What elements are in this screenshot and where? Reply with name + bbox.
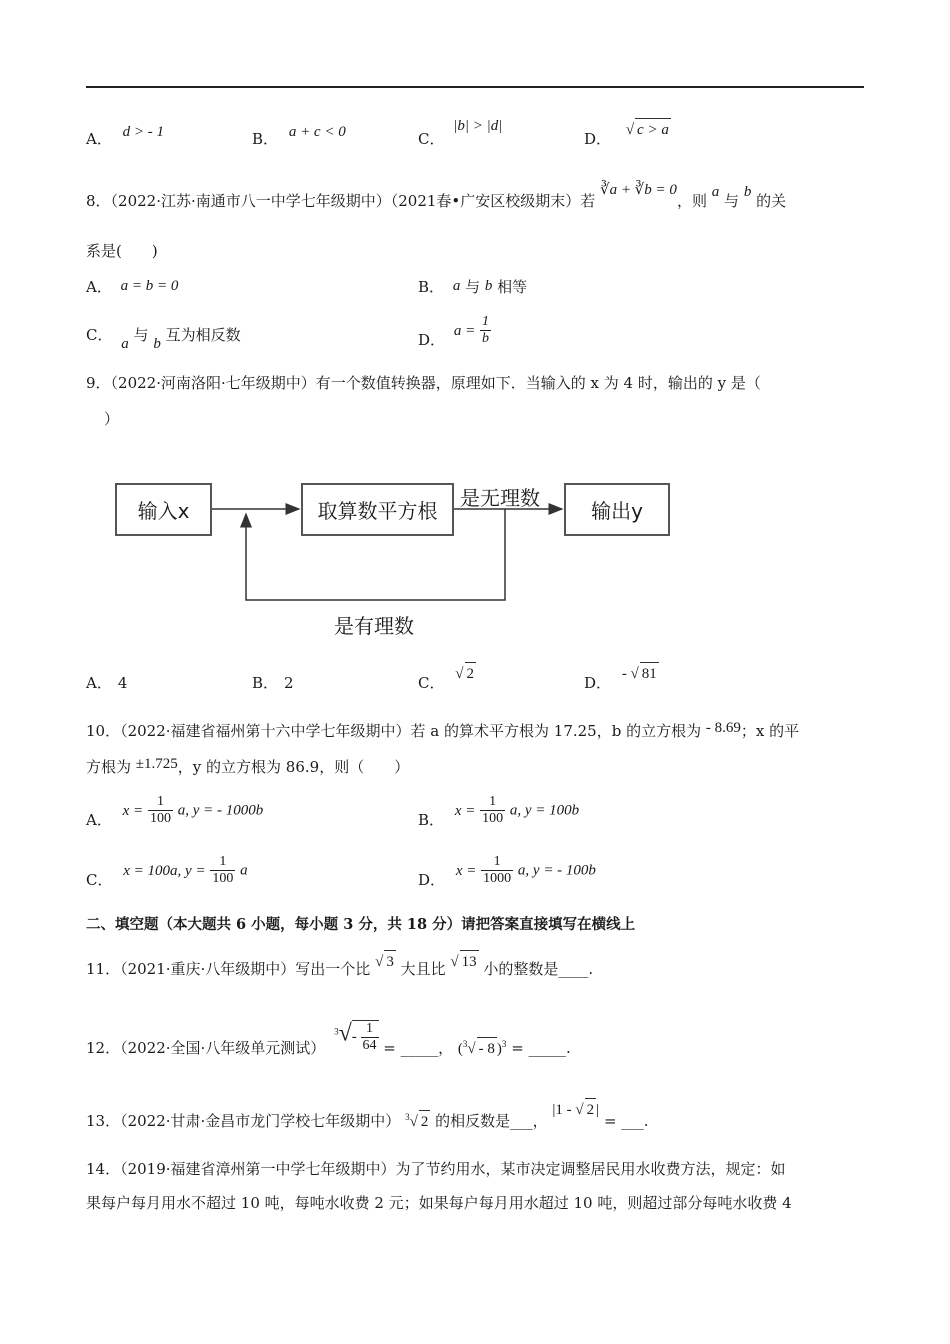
q8-option-b: B． a 与 b 相等 [418,278,528,296]
q7-option-a: A． d > - 1 [86,124,164,148]
q9-option-c: C． √ 2 [418,672,476,695]
q10-stem-line2: 方根为 ±1.725，y 的立方根为 86.9，则（ ） [86,756,410,776]
section2-title: 二、填空题（本大题共 6 小题，每小题 3 分，共 18 分）请把答案直接填写在横线上 [86,916,636,933]
q8-stem-line2: 系是( ) [86,242,158,260]
q11-stem: 11．（2021·重庆·八年级期中）写出一个比 √ 3 大且比 √ 13 小的整数是____. [86,958,593,981]
q9-stem-line1: 9．（2022·河南洛阳·七年级期中）有一个数值转换器，原理如下．当输入的 x 为 4 时，输出的 y 是（ [86,374,761,392]
flow-rational-label: 是有理数 [334,614,414,638]
q13-stem: 13．（2022·甘肃·金昌市龙门学校七年级期中） $^3$√ 2 的相反数是___， |1 - √ 2 | = ___. [86,1106,649,1133]
flow-input-box: 输入x [115,483,212,536]
q9-option-a: A． 4 [86,674,128,692]
flow-output-box: 输出y [564,483,670,536]
q8-stem-line1: 8．（2022·江苏·南通市八一中学七年级期中）（2021春•广安区校级期末）若 ∛a + ∛b = 0，则 a 与 b 的关 [86,182,787,210]
q9-option-d: D． - √ 81 [584,672,659,695]
q8-option-c: C． a 与 b 互为相反数 [86,326,241,352]
arrow-feedback-loop [246,509,505,600]
q8-option-a: A． a = b = 0 [86,278,179,296]
q7-option-c: C． |b| > |d| [418,118,503,148]
flow-process-box: 取算数平方根 [301,483,454,536]
q14-stem-line1: 14．（2019·福建省漳州第一中学七年级期中）为了节约用水，某市决定调整居民用水收费方法，规定：如 [86,1160,786,1178]
q10-option-b: B． x = $\frac{1}{100}$ a, y = 100b [418,794,580,829]
q10-stem-line1: 10．（2022·福建省福州第十六中学七年级期中）若 a 的算术平方根为 17.25，b 的立方根为 - 8.69；x 的平 [86,720,800,740]
q7-option-d: D． √ c > a [584,128,671,151]
q9-stem-line2: ） [104,410,120,428]
q12-stem: 12．（2022·全国·八年级单元测试） $^3$√- $\frac{1}{64}$ = _____， ($^3$√ - 8 )$^3$ = _____. [86,1020,571,1070]
q10-option-d: D． x = $\frac{1}{1000}$ a, y = - 100b [418,854,596,889]
q7-option-b: B． a + c < 0 [252,124,346,148]
q8-option-d: D． a = $\frac{1}{b}$ [418,314,489,349]
q9-option-b: B． 2 [252,674,294,692]
q10-option-c: C． x = 100a, y = $\frac{1}{100}$ a [86,854,248,889]
flow-irrational-label: 是无理数 [460,486,540,510]
q14-stem-line2: 果每户每月用水不超过 10 吨，每吨水收费 2 元；如果每户每月用水超过 10 吨，则超过部分每吨水收费 4 [86,1194,792,1212]
q10-option-a: A． x = $\frac{1}{100}$ a, y = - 1000b [86,794,264,829]
